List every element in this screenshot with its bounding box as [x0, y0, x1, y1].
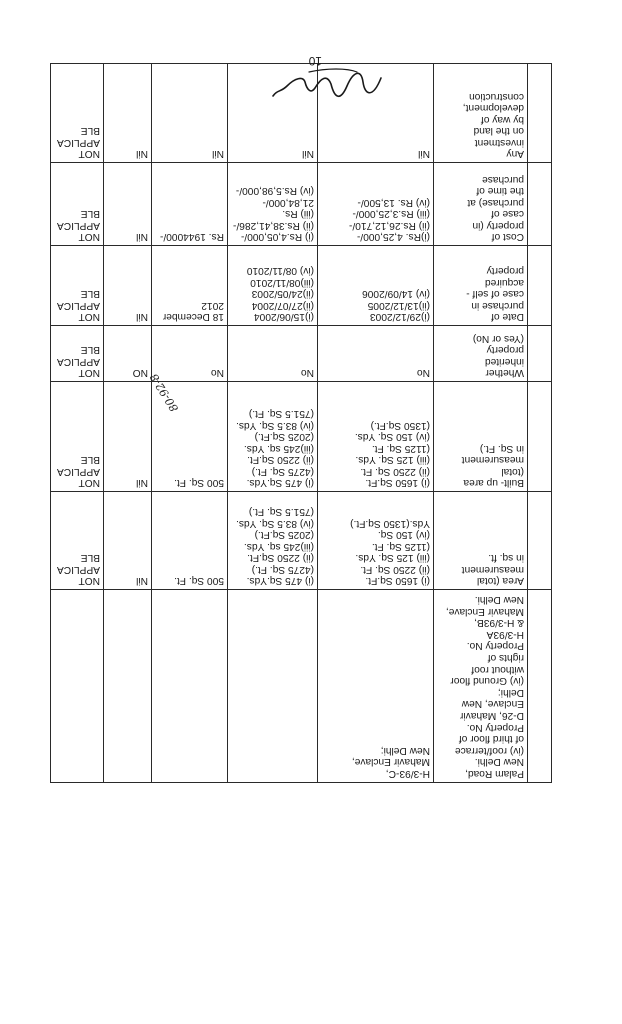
table-cell: NOT APPLICABLE	[51, 492, 104, 590]
table-cell: (i) 475 Sq.Yds. (4275 Sq. Ft.) (ii) 2250 Sq.Ft. (iii)245 sq. Yds. (2025 Sq.Ft.) (iv) 83.5 Sq. Yds. (751.5 Sq. Ft.)	[228, 382, 318, 492]
table-cell: No	[228, 326, 318, 382]
row-label-investment: Any investment on the land by way of development, construction	[434, 64, 528, 163]
table-cell: Nil	[104, 163, 152, 246]
table-cell: Nil	[228, 64, 318, 163]
property-table	[50, 64, 552, 784]
row-label-cost: Cost of property (in case of purchase) at the time of purchase	[434, 163, 528, 246]
table-cell: NOT APPLICABLE	[51, 382, 104, 492]
row-label-area: Area (total measurement in sq. ft.	[434, 492, 528, 590]
page-number: 10	[308, 54, 322, 68]
table-cell: (i) 1650 Sq.Ft. (ii) 2250 Sq. Ft. (iii) 125 Sq. Yds. (1125 Sq. Ft. (iv) 150 Sq. Yds. (1350 Sq.Ft.)	[318, 382, 434, 492]
table-cell: 18 December 2012	[152, 246, 228, 326]
table-row	[51, 590, 552, 783]
handwritten-annotation: 80-92-8	[147, 371, 182, 414]
table-cell: (i)15/06/2004 (ii)27/07/2004 (ii)24/05/2003 (iii)08/11/2010 (iv) 08/11/2010	[228, 246, 318, 326]
table-cell: H-3/93-C, Mahavir Enclave, New Delhi;	[318, 590, 434, 783]
row-label-built-up-area: Built- up area (total measurement in Sq. Ft.)	[434, 382, 528, 492]
signature-image	[267, 64, 387, 108]
table-cell	[528, 590, 552, 783]
table-cell	[528, 382, 552, 492]
table-cell: (i) 1650 Sq.Ft. (ii) 2250 Sq. Ft. (iii) 125 Sq. Yds. (1125 Sq. Ft. (iv) 150 Sq. Yds.(1350 Sq.Ft.)	[318, 492, 434, 590]
table-cell: (i)29/12/2003 (ii)13/12/2005 (iv) 14/09/2006	[318, 246, 434, 326]
table-cell: 500 Sq. Ft.	[152, 382, 228, 492]
table-cell	[104, 590, 152, 783]
table-cell: Nil	[152, 64, 228, 163]
table-row	[51, 326, 552, 382]
table-cell: No	[152, 326, 228, 382]
table-cell: Nil	[104, 246, 152, 326]
table-cell	[152, 590, 228, 783]
table-cell: (i) 475 Sq.Yds. (4275 Sq. Ft.) (ii) 2250 Sq.Ft. (iii)245 sq. Yds. (2025 Sq.Ft.) (iv) 83.5 Sq. Yds. (751.5 Sq. Ft.)	[228, 492, 318, 590]
table-cell	[528, 246, 552, 326]
table-cell: Palam Road, New Delhi. (iv) roof/terrace of third floor of Property No. D-26, Mahavir Enclave, New Delhi; (iv) Ground floor without roof rights of Property No. H-3/93A & H-3/93B, Mahavir Enclave, New Delhi.	[434, 590, 528, 783]
table-cell: Nil	[104, 492, 152, 590]
table-cell	[528, 326, 552, 382]
table-cell	[51, 590, 104, 783]
table-cell	[228, 590, 318, 783]
table-cell: NOT APPLICABLE	[51, 64, 104, 163]
table-cell: (i) Rs.4,05,000/- (ii) Rs.38,41,286/- (iii) Rs. 21,84,000/- (iv) Rs.5,98,000/-	[228, 163, 318, 246]
table-cell	[528, 492, 552, 590]
table-cell	[528, 163, 552, 246]
table-cell: NOT APPLICABLE	[51, 246, 104, 326]
row-label-date-of-purchase: Date of purchase in case of self - acquired property	[434, 246, 528, 326]
table-cell: Rs. 1944000/-	[152, 163, 228, 246]
table-cell: NOT APPLICABLE	[51, 163, 104, 246]
table-cell	[528, 64, 552, 163]
table-row	[51, 492, 552, 590]
table-cell: Nil	[318, 64, 434, 163]
table-cell: Nil	[104, 64, 152, 163]
table-cell: Nil	[104, 382, 152, 492]
table-row	[51, 246, 552, 326]
table-cell: (i)Rs. 4,25,000/- (ii) Rs.26,12,710/- (iii) Rs.3,25,000/- (iv) Rs. 13,500/-	[318, 163, 434, 246]
table-cell: NOT APPLICABLE	[51, 326, 104, 382]
row-label-inherited: Whether inherited property (Yes or No)	[434, 326, 528, 382]
table-row	[51, 163, 552, 246]
table-cell: NO	[104, 326, 152, 382]
table-row	[51, 382, 552, 492]
table-cell: 500 Sq. Ft.	[152, 492, 228, 590]
table-cell: No	[318, 326, 434, 382]
